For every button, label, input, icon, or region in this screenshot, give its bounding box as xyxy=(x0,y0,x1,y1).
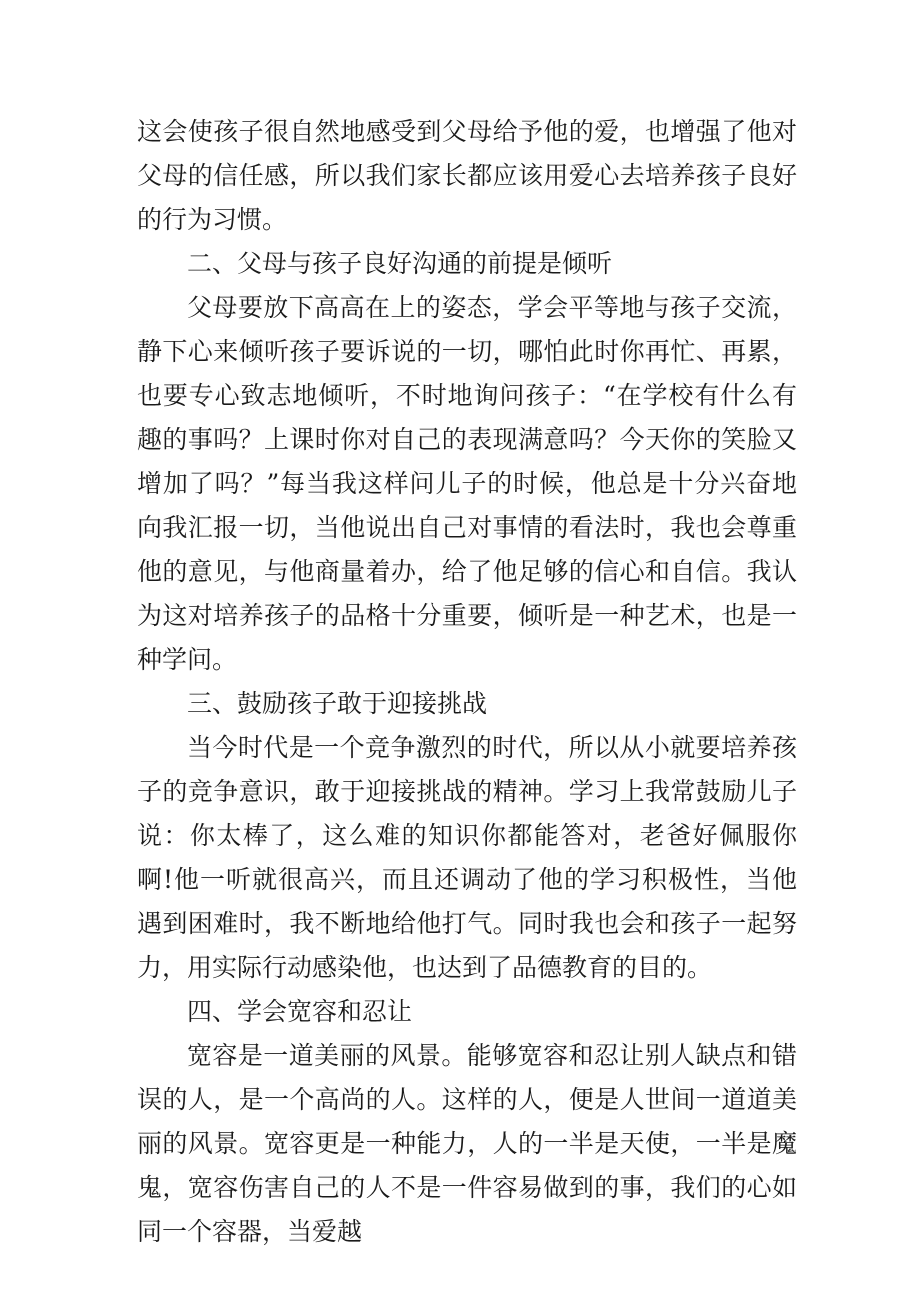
section-heading-3: 三、鼓励孩子敢于迎接挑战 xyxy=(187,689,488,718)
paragraph-challenge: 当今时代是一个竞争激烈的时代，所以从小就要培养孩子的竞争意识，敢于迎接挑战的精神。学习上我常鼓励儿子说：你太棒了，这么难的知识你都能答对，老爸好佩服你啊!他一听就很高兴，而且还调动了他的学习积极性，当他遇到困难时，我不断地给他打气。同时我也会和孩子一起努力，用实际行动感染他，也达到了品德教育的目的。 xyxy=(137,733,797,982)
document-body xyxy=(137,110,797,1254)
section-heading-4: 四、学会宽容和忍让 xyxy=(187,997,413,1026)
section-heading-2: 二、父母与孩子良好沟通的前提是倾听 xyxy=(187,249,613,278)
paragraph-continuation: 这会使孩子很自然地感受到父母给予他的爱，也增强了他对父母的信任感，所以我们家长都应该用爱心去培养孩子良好的行为习惯。 xyxy=(137,117,797,234)
paragraph-tolerance: 宽容是一道美丽的风景。能够宽容和忍让别人缺点和错误的人，是一个高尚的人。这样的人，便是人世间一道道美丽的风景。宽容更是一种能力，人的一半是天使，一半是魔鬼，宽容伤害自己的人不是一件容易做到的事，我们的心如同一个容器，当爱越 xyxy=(137,1041,797,1246)
paragraph-listening: 父母要放下高高在上的姿态，学会平等地与孩子交流，静下心来倾听孩子要诉说的一切，哪怕此时你再忙、再累，也要专心致志地倾听，不时地询问孩子：“在学校有什么有趣的事吗？上课时你对自己的表现满意吗？今天你的笑脸又增加了吗？”每当我这样问儿子的时候，他总是十分兴奋地向我汇报一切，当他说出自己对事情的看法时，我也会尊重他的意见，与他商量着办，给了他足够的信心和自信。我认为这对培养孩子的品格十分重要，倾听是一种艺术，也是一种学问。 xyxy=(137,293,797,674)
